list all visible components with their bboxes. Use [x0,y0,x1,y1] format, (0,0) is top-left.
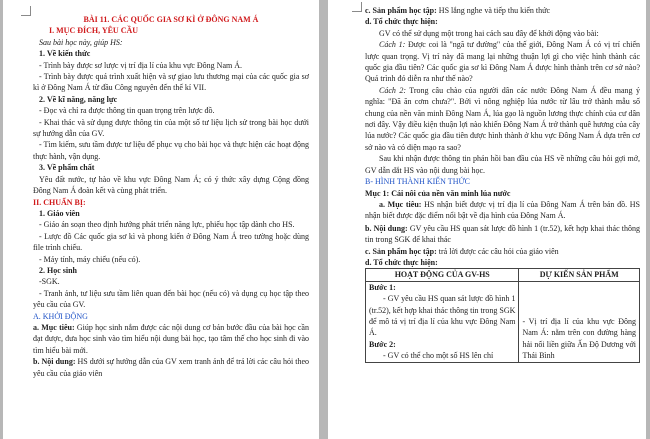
table-header-row [366,269,640,281]
method-2-text: Trong câu chào của người dân các nước Đông Nam Á đều mang ý nghĩa: "Đã ăn cơm chưa?". Bởi vì nông nghiệp lúa nước từ lâu trở thành mẫu số chung của nền văn minh Đông Nam Á, lúa gạo là nguồn lương thực chính của cư dân nơi đây. Vậy điều kiện thuận lợi nào khiến Đông Nam Á trở thành quê hương của cây lúa nước? Các quốc gia đầu tiên được hình thành ở khu vực Đông Nam Á dựa trên cơ sở nào và có diện mạo ra sao? [365,85,640,152]
step-1-label: Bước 1: [369,282,396,292]
skills-item: - Khai thác và sử dụng được thông tin của một số tư liệu lịch sử trong bài học dưới sự hướng dẫn của GV. [33,117,309,139]
part1-objective-label: a. Mục tiêu: [379,199,422,209]
part1-content-label: b. Nội dung: [365,223,408,233]
step-1-text: - GV yêu cầu HS quan sát lược đồ hình 1 (tr.52), kết hợp khai thác thông tin trong SGK để mô tả vị trí địa lí của khu vực Đông Nam Á. [369,294,516,338]
content-text: HS dưới sự hướng dẫn của GV xem tranh ảnh để trả lời các câu hỏi theo yêu cầu của giáo viên [33,357,309,378]
method-2-paragraph [365,85,640,153]
objective-label: a. Mục tiêu: [33,322,75,332]
method-2-label: Cách 2: [379,85,406,95]
objective-text: Giúp học sinh nắm được các nội dung cơ bản bước đầu của bài học cần đạt được, đưa học sinh vào tìm hiểu nội dung bài học, tạo tâm thế cho học sinh đi vào tìm hiểu bài mới. [33,322,309,355]
knowledge-heading: 1. Về kiến thức [39,49,91,59]
skills-item: - Đọc và chỉ ra được thông tin quan trọng trên lược đồ. [39,106,215,116]
method-1-paragraph [365,39,640,85]
part1-product-paragraph [365,246,640,257]
step-2-text: - GV có thể cho một số HS lên chỉ [383,351,494,361]
knowledge-item: - Trình bày được sơ lược vị trí địa lí của khu vực Đông Nam Á. [39,60,243,70]
table-row [366,281,640,362]
lesson-title: BÀI 11. CÁC QUỐC GIA SƠ KÌ Ở ĐÔNG NAM Á [83,15,259,24]
column-header-products: DỰ KIẾN SẢN PHẨM [519,269,640,281]
part1-objective-paragraph [365,199,640,222]
student-item: - Tranh ảnh, tư liệu sưu tầm liên quan đến bài học (nếu có) và dụng cụ học tập theo yêu cầu của GV. [33,288,309,310]
left-page [3,0,319,439]
teacher-item: - Giáo án soạn theo định hướng phát triển năng lực, phiếu học tập dành cho HS. [39,220,295,230]
column-header-activities: HOẠT ĐỘNG CỦA GV-HS [366,269,519,281]
part1-objective-text: HS nhận biết được vị trí địa lí của Đông Nam Á trên bản đồ. HS nhận biết được đặc điểm nổi bật về địa hình của Đông Nam Á. [365,199,640,221]
section-objectives-heading: I. MỤC ĐÍCH, YÊU CẦU [49,26,139,36]
part1-product-text: trả lời được các câu hỏi của giáo viên [436,246,559,256]
product-cell [519,281,640,362]
part1-product-label: c. Sản phẩm học tập: [365,246,437,256]
student-item: -SGK. [39,277,60,287]
product-text: HS lắng nghe và tiếp thu kiến thức [436,6,550,15]
expected-product-text: - Vị trí địa lí của khu vực Đông Nam Á: nằm trên con đường hàng hải nối liền giữa Ấn Độ Dương với Thái Bình [522,316,636,360]
method-1-text: Được coi là "ngã tư đường" của thế giới, Đông Nam Á có vị trí chiến lược quan trọng. Vị trí này đã mang lại những thuận lợi gì cho việc hình thành các quốc gia đầu tiên? Các quốc gia sơ kì Đông Nam Á được hình thành trên cơ sở nào? Quá trình đó diễn ra như thế nào? [365,40,640,84]
organize-heading: d. Tổ chức thực hiện: [365,17,438,27]
product-paragraph [365,5,640,16]
step-2-label: Bước 2: [369,339,396,349]
product-label: c. Sản phẩm học tập: [365,6,437,15]
content-paragraph [33,356,309,379]
objective-paragraph [33,322,309,356]
right-page [328,0,646,439]
qualities-text: Yêu đất nước, tự hào về khu vực Đông Nam Á; có ý thức xây dựng Cộng đồng Đông Nam Á đoàn kết và cùng phát triển. [33,174,309,196]
teacher-heading: 1. Giáo viên [39,208,80,218]
section-warmup-heading: A. KHỞI ĐỘNG [33,311,88,321]
activity-cell [366,281,519,362]
skills-heading: 2. Về kĩ năng, năng lực [39,94,118,104]
part1-organize-heading: d. Tổ chức thực hiện: [365,257,438,267]
transition-text: Sau khi nhận được thông tin phản hồi ban đầu của HS về những câu hỏi gợi mở, GV dẫn dắt HS vào nội dung bài học. [365,154,640,175]
teacher-item: - Lược đồ Các quốc gia sơ kì và phong kiến ở Đông Nam Á treo tường hoặc dùng file trình chiếu. [33,231,309,253]
left-page-content [33,14,309,379]
activity-table [365,268,640,362]
qualities-heading: 3. Về phẩm chất [39,163,95,173]
organize-intro: GV có thể sử dụng một trong hai cách sau đây để khởi động vào bài: [379,28,599,38]
corner-mark [21,6,31,16]
student-heading: 2. Học sinh [39,265,78,275]
part1-content-text: GV yêu cầu HS quan sát lược đồ hình 1 (tr.52), kết hợp khai thác thông tin trong SGK để khai thác [365,223,640,245]
method-1-label: Cách 1: [379,40,406,50]
corner-mark [352,2,362,12]
section-knowledge-heading: B- HÌNH THÀNH KIẾN THỨC [365,177,471,187]
section-preparation-heading: II. CHUẨN BỊ: [33,197,86,207]
teacher-item: - Máy tính, máy chiếu (nếu có). [39,254,141,264]
right-page-content [365,5,640,363]
part-1-heading: Mục 1: Cái nôi của nền văn minh lúa nước [365,188,511,198]
intro-text: Sau bài học này, giúp HS: [39,37,123,47]
knowledge-item: - Trình bày được quá trình xuất hiện và sự giao lưu thương mại của các quốc gia sơ kì ở Đông Nam Á từ đầu Công nguyên đến thế kỉ VII. [33,72,309,93]
skills-item: - Tìm kiếm, sưu tầm được tư liệu để phục vụ cho bài học và thực hiện các hoạt động thực hành, vận dụng. [33,140,309,161]
part1-content-paragraph [365,223,640,246]
content-label: b. Nội dung: [33,357,76,367]
